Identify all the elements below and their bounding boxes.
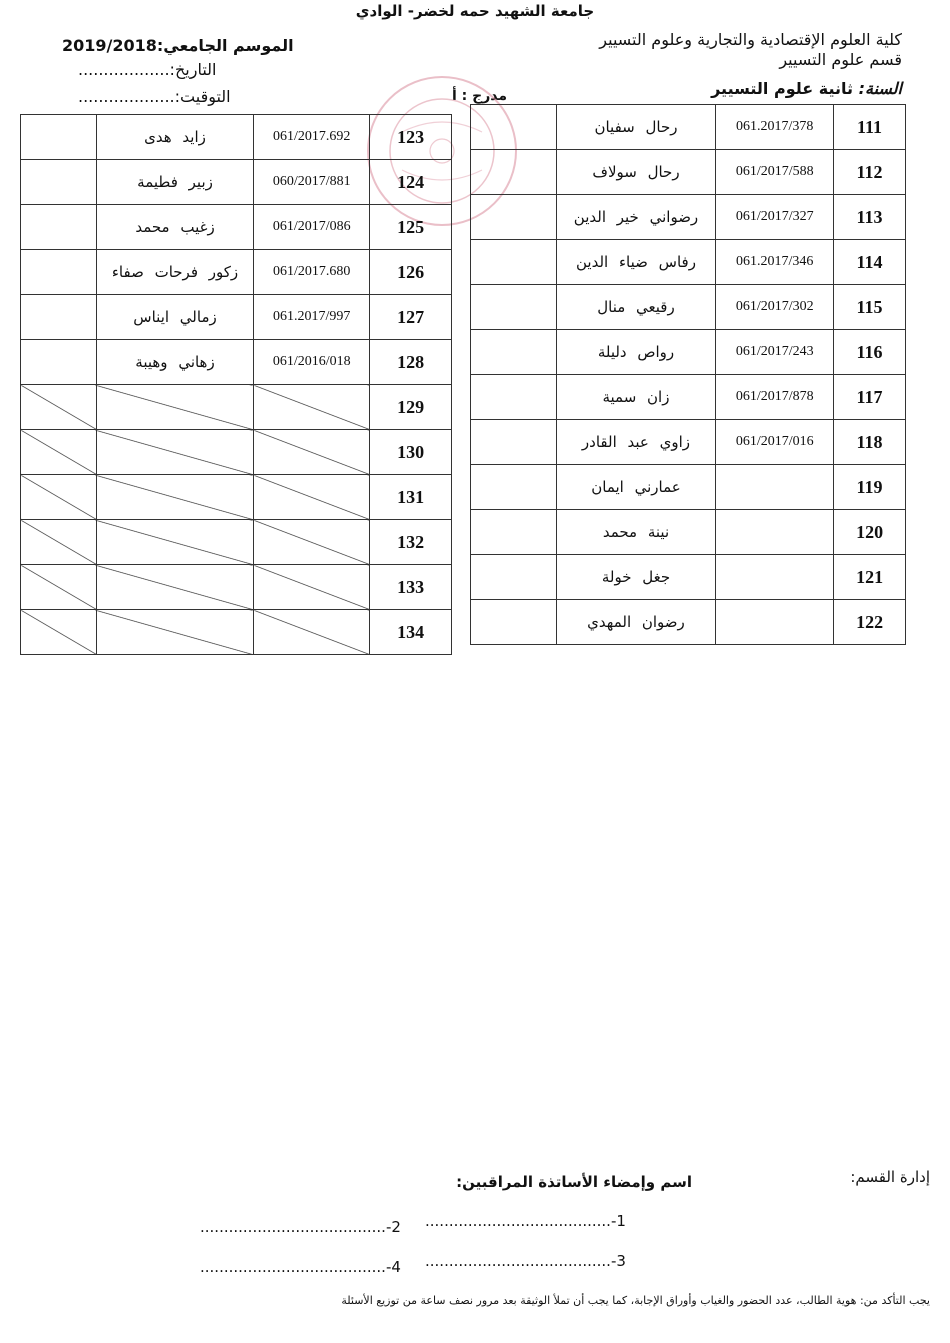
blank-cell <box>471 330 557 375</box>
blank-cell <box>21 115 97 160</box>
registration-number: 061.2017/997 <box>254 295 370 340</box>
table-row <box>21 250 452 295</box>
seat-number: 127 <box>370 295 452 340</box>
registration-number <box>254 565 370 610</box>
student-name <box>96 610 254 655</box>
registration-number <box>254 430 370 475</box>
table-row <box>471 600 906 645</box>
registration-number: 061/2017/243 <box>716 330 834 375</box>
student-name: نينة محمد <box>556 510 716 555</box>
student-name <box>96 475 254 520</box>
blank-cell <box>471 195 557 240</box>
student-name <box>96 385 254 430</box>
registration-number: 061/2017/588 <box>716 150 834 195</box>
blank-cell <box>471 150 557 195</box>
seat-number: 129 <box>370 385 452 430</box>
seat-number: 111 <box>834 105 906 150</box>
registration-number <box>716 555 834 600</box>
students-table-left <box>20 114 452 655</box>
amphitheater-label: مدرج : أ <box>452 88 508 104</box>
table-row <box>471 285 906 330</box>
student-name: زايد هدى <box>96 115 254 160</box>
table-row <box>471 555 906 600</box>
student-name: زغيب محمد <box>96 205 254 250</box>
table-row <box>471 510 906 555</box>
student-name: رحال سفيان <box>556 105 716 150</box>
date-field: التاريخ:.................. <box>78 60 217 79</box>
registration-number <box>254 475 370 520</box>
blank-cell <box>471 510 557 555</box>
registration-number: 060/2017/881 <box>254 160 370 205</box>
department-name: قسم علوم التسيير <box>779 50 902 69</box>
student-name: رضوان المهدي <box>556 600 716 645</box>
seat-number: 115 <box>834 285 906 330</box>
registration-number: 061/2016/018 <box>254 340 370 385</box>
student-name: زاوي عبد القادر <box>556 420 716 465</box>
blank-cell <box>471 375 557 420</box>
seat-number: 122 <box>834 600 906 645</box>
year-label: السنة: <box>858 79 902 98</box>
student-name: رفاس ضياء الدين <box>556 240 716 285</box>
student-name <box>96 430 254 475</box>
faculty-name: كلية العلوم الإقتصادية والتجارية وعلوم التسيير <box>599 30 902 49</box>
blank-cell <box>21 295 97 340</box>
student-name: زمالي ايناس <box>96 295 254 340</box>
table-row <box>471 150 906 195</box>
student-name: زبير فطيمة <box>96 160 254 205</box>
table-row <box>21 610 452 655</box>
table-row <box>21 340 452 385</box>
signatures-title: اسم وإمضاء الأساتذة المراقبين: <box>456 1173 692 1191</box>
blank-cell <box>21 385 97 430</box>
seat-number: 117 <box>834 375 906 420</box>
table-row <box>21 205 452 250</box>
season-label: الموسم الجامعي: <box>156 36 294 55</box>
student-name: رضواني خير الدين <box>556 195 716 240</box>
registration-number <box>254 610 370 655</box>
registration-number <box>716 510 834 555</box>
year-line <box>711 79 902 98</box>
table-row <box>471 195 906 240</box>
registration-number: 061/2017.692 <box>254 115 370 160</box>
table-row <box>21 475 452 520</box>
blank-cell <box>471 420 557 465</box>
blank-cell <box>21 520 97 565</box>
blank-cell <box>21 340 97 385</box>
blank-cell <box>471 285 557 330</box>
student-name: زان سمية <box>556 375 716 420</box>
seat-number: 118 <box>834 420 906 465</box>
seat-number: 131 <box>370 475 452 520</box>
table-row <box>471 465 906 510</box>
blank-cell <box>21 205 97 250</box>
blank-cell <box>471 600 557 645</box>
table-row <box>21 295 452 340</box>
signature-line-3: 3-....................................... <box>425 1252 626 1270</box>
season-value: 2019/2018 <box>62 36 157 55</box>
seat-number: 123 <box>370 115 452 160</box>
registration-number <box>254 520 370 565</box>
seat-number: 133 <box>370 565 452 610</box>
registration-number: 061/2017/327 <box>716 195 834 240</box>
student-name: رواص دليلة <box>556 330 716 375</box>
registration-number <box>716 600 834 645</box>
blank-cell <box>471 465 557 510</box>
blank-cell <box>21 565 97 610</box>
year-value: ثانية علوم التسيير <box>711 79 854 98</box>
student-name: رحال سولاف <box>556 150 716 195</box>
signature-line-2: 2-....................................... <box>200 1218 401 1236</box>
student-name: عمارني ايمان <box>556 465 716 510</box>
signature-line-4: 4-....................................... <box>200 1258 401 1276</box>
registration-number <box>716 465 834 510</box>
table-row <box>21 430 452 475</box>
seat-number: 125 <box>370 205 452 250</box>
registration-number <box>254 385 370 430</box>
registration-number: 061/2017.680 <box>254 250 370 295</box>
table-row <box>21 385 452 430</box>
table-row <box>471 330 906 375</box>
time-field: التوقيت:................... <box>78 87 231 106</box>
seat-number: 128 <box>370 340 452 385</box>
student-name: زهاني وهيبة <box>96 340 254 385</box>
blank-cell <box>471 105 557 150</box>
blank-cell <box>21 250 97 295</box>
table-row <box>21 565 452 610</box>
season-line <box>62 36 294 55</box>
seat-number: 120 <box>834 510 906 555</box>
students-table-right <box>470 104 906 645</box>
registration-number: 061/2017/302 <box>716 285 834 330</box>
table-row <box>21 520 452 565</box>
blank-cell <box>21 610 97 655</box>
registration-number: 061/2017/086 <box>254 205 370 250</box>
blank-cell <box>471 240 557 285</box>
seat-number: 119 <box>834 465 906 510</box>
university-name: جامعة الشهيد حمه لخضر- الوادي <box>355 2 595 20</box>
table-row <box>21 160 452 205</box>
blank-cell <box>471 555 557 600</box>
seat-number: 134 <box>370 610 452 655</box>
blank-cell <box>21 430 97 475</box>
registration-number: 061.2017/346 <box>716 240 834 285</box>
registration-number: 061.2017/378 <box>716 105 834 150</box>
seat-number: 114 <box>834 240 906 285</box>
blank-cell <box>21 160 97 205</box>
registration-number: 061/2017/016 <box>716 420 834 465</box>
seat-number: 124 <box>370 160 452 205</box>
signature-line-1: 1-....................................... <box>425 1212 626 1230</box>
department-admin-label: إدارة القسم: <box>850 1168 930 1186</box>
blank-cell <box>21 475 97 520</box>
seat-number: 121 <box>834 555 906 600</box>
student-name: رقيعي منال <box>556 285 716 330</box>
table-row <box>471 420 906 465</box>
seat-number: 126 <box>370 250 452 295</box>
registration-number: 061/2017/878 <box>716 375 834 420</box>
seat-number: 112 <box>834 150 906 195</box>
seat-number: 116 <box>834 330 906 375</box>
table-row <box>471 240 906 285</box>
student-name <box>96 565 254 610</box>
seat-number: 113 <box>834 195 906 240</box>
instructions-note: يجب التأكد من: هوية الطالب، عدد الحضور والغياب وأوراق الإجابة، كما يجب أن تملأ الوثيقة بعد مرور نصف ساعة من توزيع الأسئلة <box>341 1294 930 1307</box>
table-row <box>471 105 906 150</box>
student-name: زكور فرحات صفاء <box>96 250 254 295</box>
table-row <box>471 375 906 420</box>
student-name: جغل خولة <box>556 555 716 600</box>
seat-number: 130 <box>370 430 452 475</box>
table-row <box>21 115 452 160</box>
student-name <box>96 520 254 565</box>
seat-number: 132 <box>370 520 452 565</box>
